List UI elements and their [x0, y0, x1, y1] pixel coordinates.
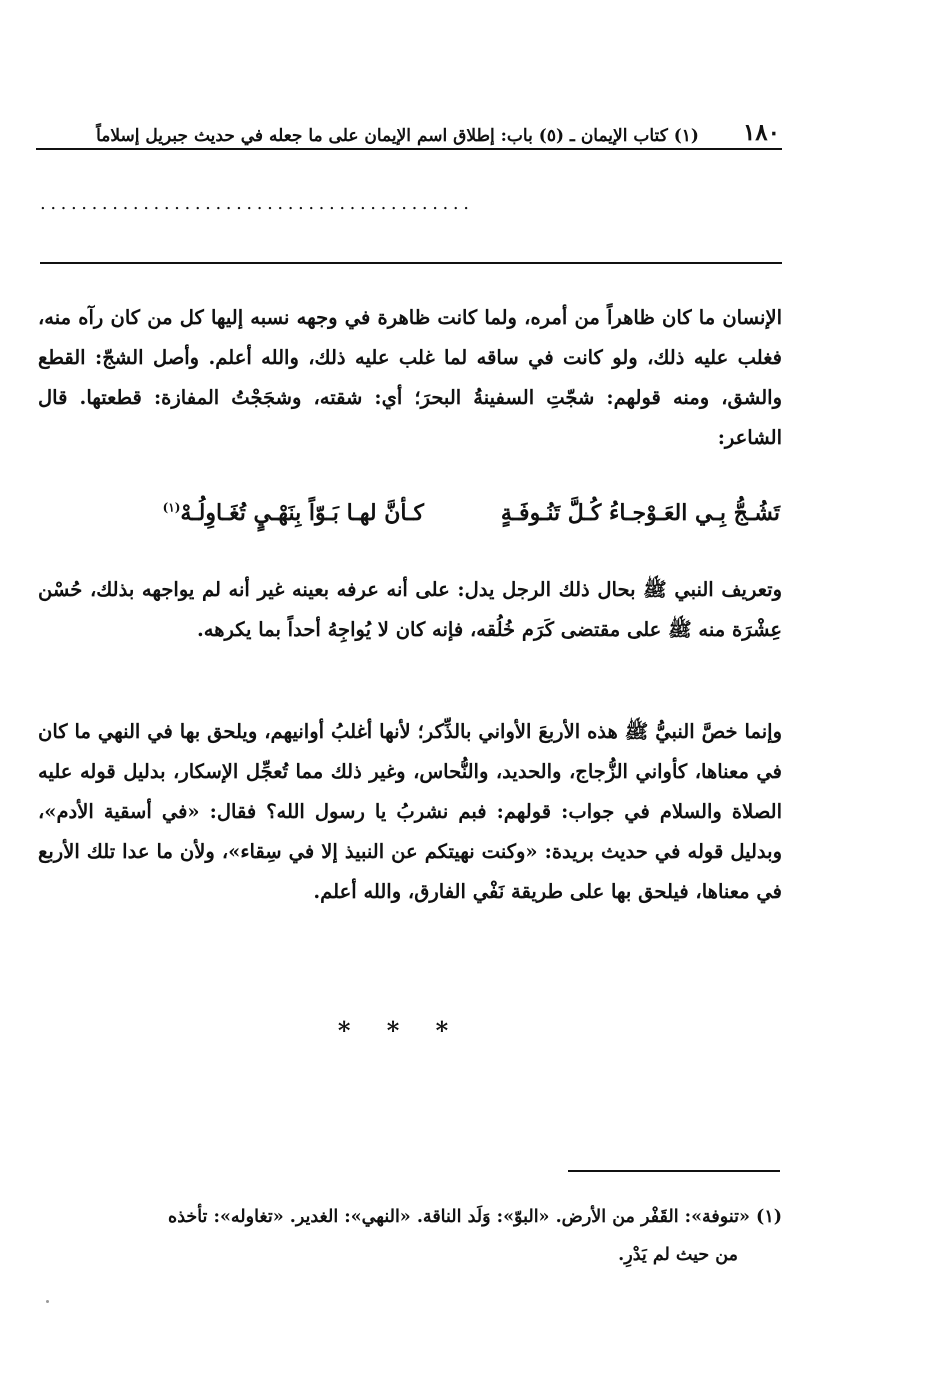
- header-rule: [36, 148, 782, 150]
- dotted-line: ..........................................: [40, 194, 474, 214]
- running-title: (١) كتاب الإيمان ـ (٥) باب: إطلاق اسم الإيمان على ما جعله في حديث جبريل إسلاماً: [96, 126, 699, 146]
- paragraph-3: وإنما خصَّ النبيُّ ﷺ هذه الأربعَ الأواني بالذِّكر؛ لأنها أغلبُ أوانيهم، ويلحق بها في النهي ما كان في معناها، كأواني الزُّجاج، والحديد، والنُّحاس، وغير ذلك مما تُعجِّل الإسكار، بدليل قوله عليه الصلاة والسلام في جواب: قولهم: فبم نشربُ يا رسول الله؟ فقال: «في أسقية الأدم»، وبدليل قوله في حديث بريدة: «وكنت نهيتكم عن النبيذ إلا في سِقاء»، ولأن ما عدا تلك الأربع في معناها، فيلحق بها على طريقة نَفْي الفارق، والله أعلم.: [38, 720, 782, 903]
- footnote-line-1: (١) «تنوفة»: القَفْر من الأرض. «البوّ»: وَلَد الناقة. «النهي»: الغدير. «تغاوله»: تأخذه: [168, 1207, 782, 1227]
- page-header: [36, 112, 780, 146]
- section-rule: [40, 262, 782, 264]
- page-number: ١٨٠: [742, 119, 780, 146]
- footnote: [38, 1198, 782, 1274]
- paragraph-1: الإنسان ما كان ظاهراً من أمره، ولما كانت ظاهرة في وجهه نسبه إليها كل من كان رآه منه، فغلب عليه ذلك، ولو كانت في ساقه لما غلب عليه ذلك، والله أعلم. وأصل الشجّ: القطع والشق، ومنه قولهم: شجّتِ السفينةُ البحرَ؛ أي: شقته، وشجَجْتُ المفازة: قطعتها. قال الشاعر:: [38, 306, 782, 449]
- verse-second-hemistich: [163, 500, 424, 526]
- verse-first-hemistich: تَشُـجُّ بِـي العَـوْجـاءُ كُـلَّ تَنُـوفَـةٍ: [500, 500, 780, 526]
- section-separator: * * *: [337, 1016, 463, 1045]
- footnote-marker: (١): [162, 500, 181, 515]
- verse-second-text: كـأنَّ لهـا بَـوّاً بِنَهْـيٍ تُغَـاوِلُـهْ: [180, 500, 424, 526]
- paragraph-2: وتعريف النبي ﷺ بحال ذلك الرجل يدل: على أنه عرفه بعينه غير أنه لم يواجهه بذلك، حُسْن عِشْرَة منه ﷺ على مقتضى كَرَم خُلُقه، فإنه كان لا يُواجِهُ أحداً بما يكرهه.: [38, 578, 782, 641]
- poetry-verse: [40, 490, 780, 536]
- footnote-rule: [568, 1170, 780, 1172]
- scan-speck: [46, 1300, 49, 1303]
- footnote-line-2: من حيث لم يَدْرِ.: [618, 1245, 738, 1265]
